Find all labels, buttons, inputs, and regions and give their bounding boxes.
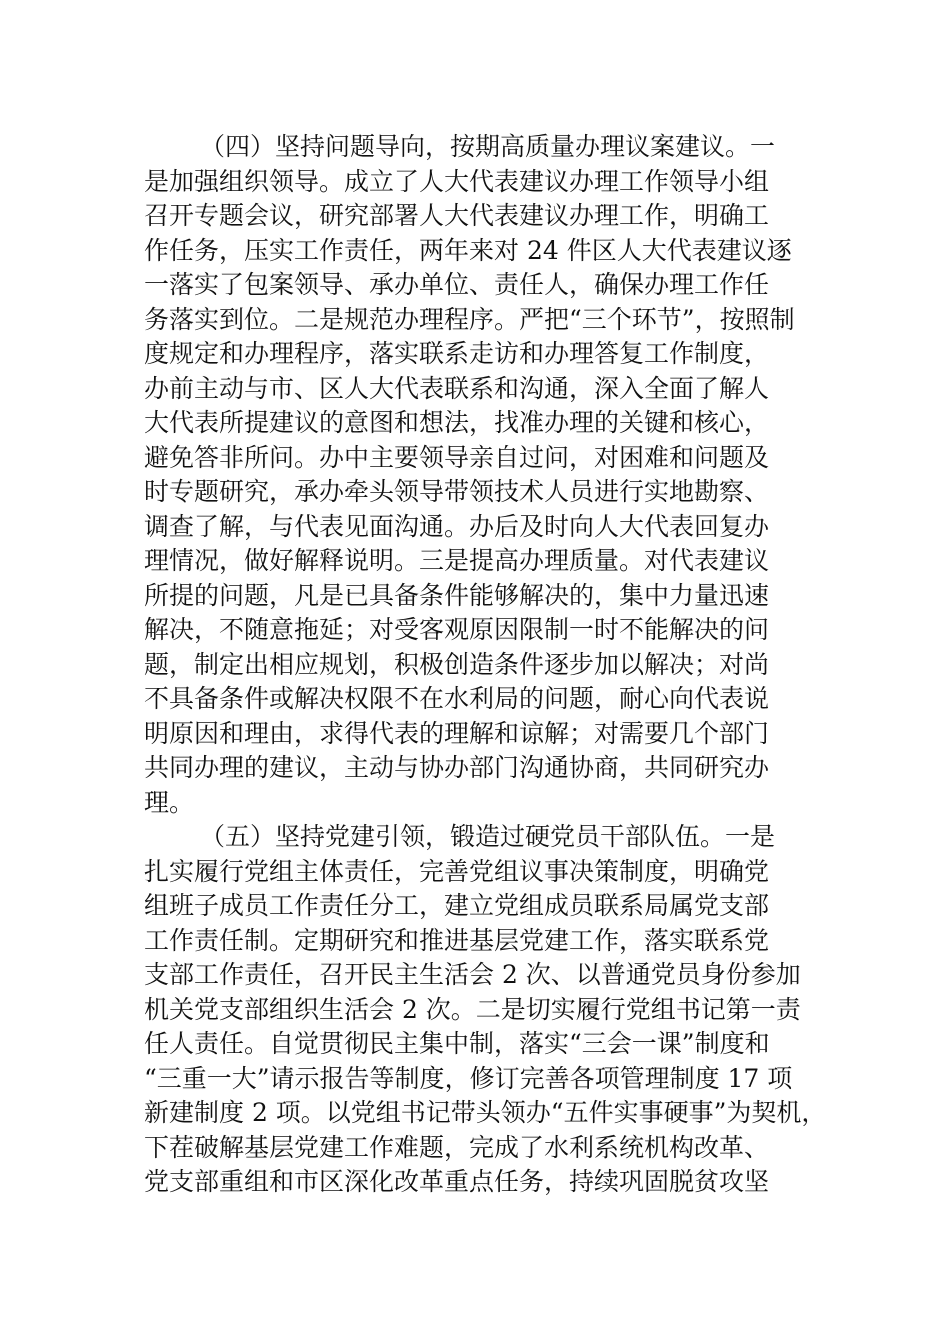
paragraph-line: 务落实到位。二是规范办理程序。严把“三个环节”，按照制 bbox=[144, 304, 795, 334]
paragraph-line: 理情况，做好解释说明。三是提高办理质量。对代表建议 bbox=[144, 546, 770, 575]
paragraph-line: 是加强组织领导。成立了人大代表建议办理工作领导小组 bbox=[144, 166, 770, 196]
paragraph-line: 所提的问题，凡是已具备条件能够解决的，集中力量迅速 bbox=[144, 580, 770, 610]
paragraph-line: 新建制度 2 项。以党组书记带头领办“五件实事硬事”为契机， bbox=[144, 1098, 827, 1127]
paragraph-line: 一落实了包案领导、承办单位、责任人，确保办理工作任 bbox=[144, 270, 770, 299]
paragraph-line: 不具备条件或解决权限不在水利局的问题，耐心向代表说 bbox=[144, 684, 770, 713]
paragraph-line: 扎实履行党组主体责任，完善党组议事决策制度，明确党 bbox=[144, 856, 770, 886]
paragraph-line: 共同办理的建议，主动与协办部门沟通协商，共同研究办 bbox=[144, 753, 770, 782]
paragraph-line: 召开专题会议，研究部署人大代表建议办理工作，明确工 bbox=[144, 201, 770, 230]
paragraph-line: 大代表所提建议的意图和想法，找准办理的关键和核心， bbox=[144, 408, 770, 437]
paragraph-line: “三重一大”请示报告等制度，修订完善各项管理制度 17 项 bbox=[144, 1063, 793, 1093]
paragraph-line: 题，制定出相应规划，积极创造条件逐步加以解决；对尚 bbox=[144, 649, 770, 679]
paragraph-line: 作任务，压实工作责任，两年来对 24 件区人大代表建议逐 bbox=[144, 235, 792, 265]
paragraph-line: 明原因和理由，求得代表的理解和谅解；对需要几个部门 bbox=[144, 718, 770, 748]
paragraph-line: 避免答非所问。办中主要领导亲自过问，对困难和问题及 bbox=[144, 442, 770, 472]
paragraph-line: 任人责任。自觉贯彻民主集中制，落实“三会一课”制度和 bbox=[144, 1029, 770, 1058]
paragraph-line: 度规定和办理程序，落实联系走访和办理答复工作制度， bbox=[144, 339, 770, 368]
paragraph-line: （五）坚持党建引领，锻造过硬党员干部队伍。一是 bbox=[200, 822, 776, 851]
paragraph-line: 支部工作责任，召开民主生活会 2 次、以普通党员身份参加 bbox=[144, 960, 801, 989]
paragraph-line: 党支部重组和市区深化改革重点任务，持续巩固脱贫攻坚 bbox=[144, 1167, 770, 1196]
paragraph-line: 机关党支部组织生活会 2 次。二是切实履行党组书记第一责 bbox=[144, 994, 801, 1024]
paragraph-line: （四）坚持问题导向，按期高质量办理议案建议。一 bbox=[200, 132, 776, 161]
paragraph-line: 解决，不随意拖延；对受客观原因限制一时不能解决的问 bbox=[144, 615, 770, 644]
paragraph-line: 办前主动与市、区人大代表联系和沟通，深入全面了解人 bbox=[144, 373, 770, 403]
paragraph-line: 工作责任制。定期研究和推进基层党建工作，落实联系党 bbox=[144, 925, 770, 955]
paragraph-line: 理。 bbox=[144, 787, 195, 817]
paragraph-line: 组班子成员工作责任分工，建立党组成员联系局属党支部 bbox=[144, 891, 770, 920]
paragraph-4 bbox=[144, 130, 824, 820]
paragraph-line: 调查了解，与代表见面沟通。办后及时向人大代表回复办 bbox=[144, 511, 770, 541]
paragraph-5 bbox=[144, 820, 827, 1200]
paragraph-line: 时专题研究，承办牵头领导带领技术人员进行实地勘察、 bbox=[144, 477, 770, 506]
document-body bbox=[144, 130, 827, 1200]
paragraph-line: 下茬破解基层党建工作难题，完成了水利系统机构改革、 bbox=[144, 1132, 770, 1162]
